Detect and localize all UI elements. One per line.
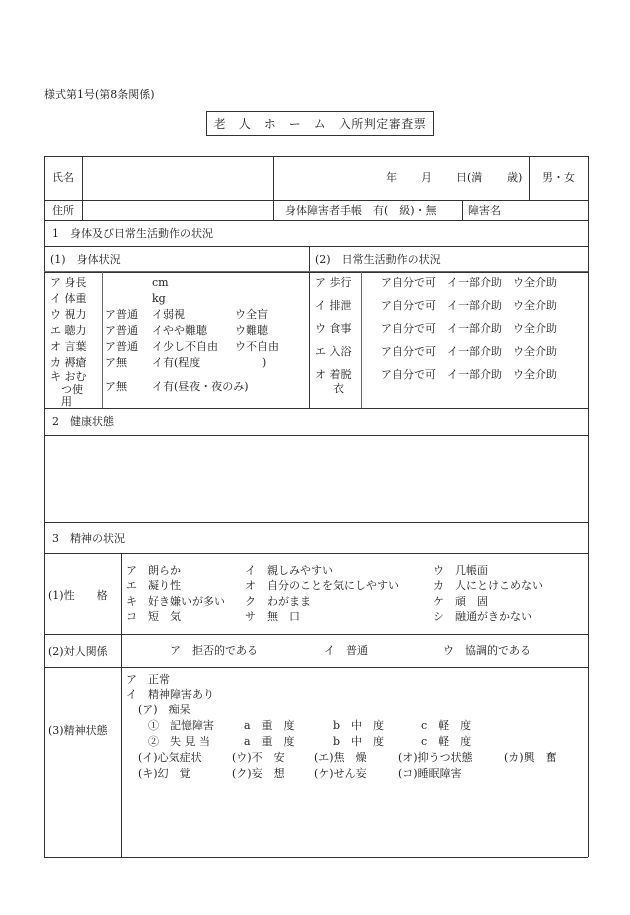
dressing-options[interactable]: ア自分で可 イ一部介助 ウ全介助 xyxy=(381,368,557,381)
diaper-label-line2: つ使 xyxy=(61,383,83,396)
disability-handbook[interactable]: 身体障害者手帳 有( 級)・無 xyxy=(285,204,437,217)
relations-option[interactable]: ウ 協調的である xyxy=(443,644,531,657)
personality-option[interactable]: キ 好き嫌いが多い xyxy=(126,595,225,608)
section-2-heading: 2 健康状態 xyxy=(52,415,114,428)
table-bottom-border xyxy=(44,857,588,858)
personality-option[interactable]: コ 短 気 xyxy=(126,610,181,623)
inner-line xyxy=(361,272,362,408)
personality-label: (1)性 格 xyxy=(48,589,108,602)
table-left-border xyxy=(44,156,45,857)
row-divider xyxy=(44,667,588,668)
diaper-option-a[interactable]: ア無 xyxy=(105,380,127,393)
row-divider xyxy=(44,408,588,409)
hearing-option-c[interactable]: ウ難聴 xyxy=(235,324,268,337)
row-divider xyxy=(44,272,588,273)
walking-options[interactable]: ア自分で可 イ一部介助 ウ全介助 xyxy=(381,276,557,289)
personality-option[interactable]: ケ 頑 固 xyxy=(433,595,488,608)
bedsore-label: カ 褥瘡 xyxy=(50,356,87,369)
hearing-option-b[interactable]: イやや難聴 xyxy=(152,324,207,337)
severity-option[interactable]: b 中 度 xyxy=(333,735,385,748)
personality-option[interactable]: サ 無 口 xyxy=(245,610,300,623)
row-divider xyxy=(44,246,588,247)
severity-option[interactable]: a 重 度 xyxy=(244,735,295,748)
vision-label: ウ 視力 xyxy=(50,308,87,321)
row-divider xyxy=(44,220,588,221)
health-status-field[interactable] xyxy=(46,437,586,521)
symptom-option[interactable]: (カ)興 奮 xyxy=(504,751,557,764)
diaper-label-line1: キ おむ xyxy=(50,370,87,383)
form-title: 老 人 ホ ー ム 入所判定審査票 xyxy=(206,111,434,136)
bathing-label: エ 入浴 xyxy=(315,345,352,358)
diaper-option-b[interactable]: イ有(昼夜・夜のみ) xyxy=(152,380,249,393)
personality-option[interactable]: カ 人にとけこめない xyxy=(433,579,543,592)
age-unit-label: 歳) xyxy=(507,171,523,184)
relations-label: (2)対人関係 xyxy=(48,645,108,658)
dementia-label[interactable]: (ア) 痴呆 xyxy=(138,703,191,716)
height-unit: cm xyxy=(152,276,169,289)
speech-option-b[interactable]: イ少し不自由 xyxy=(152,340,218,353)
severity-option[interactable]: c 軽 度 xyxy=(421,735,472,748)
col-divider xyxy=(121,553,122,857)
dressing-label-line1: オ 着脱 xyxy=(315,368,352,381)
vision-option-b[interactable]: イ弱視 xyxy=(152,308,185,321)
hearing-label: エ 聴力 xyxy=(50,324,87,337)
symptom-option[interactable]: (キ)幻 覚 xyxy=(138,767,191,780)
name-field[interactable] xyxy=(84,158,271,198)
bathing-options[interactable]: ア自分で可 イ一部介助 ウ全介助 xyxy=(381,345,557,358)
weight-unit: kg xyxy=(152,292,166,305)
personality-option[interactable]: イ 親しみやすい xyxy=(245,564,333,577)
relations-option[interactable]: イ 普通 xyxy=(324,644,368,657)
toileting-options[interactable]: ア自分で可 イ一部介助 ウ全介助 xyxy=(381,299,557,312)
table-right-border xyxy=(588,156,589,857)
bedsore-option-b[interactable]: イ有(程度 xyxy=(152,356,201,369)
address-label: 住所 xyxy=(52,204,74,217)
address-field[interactable] xyxy=(84,201,271,219)
personality-option[interactable]: ウ 几帳面 xyxy=(433,564,488,577)
personality-option[interactable]: エ 凝り性 xyxy=(126,579,181,592)
vision-option-c[interactable]: ウ全盲 xyxy=(235,308,268,321)
height-label: ア 身長 xyxy=(50,276,87,289)
memory-disorder-label: ① 記憶障害 xyxy=(148,719,214,732)
sex-choice[interactable]: 男・女 xyxy=(542,171,575,184)
relations-option[interactable]: ア 拒否的である xyxy=(170,644,258,657)
mental-option-normal[interactable]: ア 正常 xyxy=(126,673,170,686)
eating-options[interactable]: ア自分で可 イ一部介助 ウ全介助 xyxy=(381,322,557,335)
speech-option-a[interactable]: ア普通 xyxy=(105,340,138,353)
speech-label: オ 言葉 xyxy=(50,340,87,353)
personality-option[interactable]: オ 自分のことを気にしやすい xyxy=(245,579,399,592)
disorientation-label: ② 失 見 当 xyxy=(148,735,210,748)
row-divider xyxy=(44,435,588,436)
severity-option[interactable]: c 軽 度 xyxy=(421,719,472,732)
hearing-option-a[interactable]: ア普通 xyxy=(105,324,138,337)
table-top-border xyxy=(44,156,588,157)
section-1-heading: 1 身体及び日常生活動作の状況 xyxy=(52,227,213,240)
col-divider xyxy=(273,200,274,220)
col-divider xyxy=(462,200,463,220)
name-label: 氏名 xyxy=(52,171,74,184)
speech-option-c[interactable]: ウ不自由 xyxy=(235,340,279,353)
personality-option[interactable]: ア 朗らか xyxy=(126,564,181,577)
disability-name-label: 障害名 xyxy=(468,204,501,217)
symptom-option[interactable]: (オ)抑うつ状態 xyxy=(398,751,473,764)
eating-label: ウ 食事 xyxy=(315,322,352,335)
col-divider xyxy=(82,200,83,220)
walking-label: ア 歩行 xyxy=(315,276,352,289)
inner-line xyxy=(102,272,103,408)
row-divider xyxy=(44,553,588,554)
symptom-option[interactable]: (エ)焦 燥 xyxy=(314,751,367,764)
severity-option[interactable]: a 重 度 xyxy=(244,719,295,732)
col-divider xyxy=(82,156,83,200)
birth-month-label: 月 xyxy=(421,171,432,184)
bedsore-close-paren: ) xyxy=(262,356,267,369)
toileting-label: イ 排泄 xyxy=(315,299,352,312)
section-3-heading: 3 精神の状況 xyxy=(52,532,125,545)
adl-heading: (2) 日常生活動作の状況 xyxy=(315,253,441,266)
col-divider xyxy=(273,156,274,200)
birth-day-label: 日(満 xyxy=(456,171,483,184)
symptom-option[interactable]: (コ)睡眠障害 xyxy=(398,767,462,780)
bedsore-option-a[interactable]: ア無 xyxy=(105,356,127,369)
row-divider xyxy=(44,634,588,635)
form-number: 様式第1号(第8条関係) xyxy=(44,88,155,101)
symptom-option[interactable]: (イ)心気症状 xyxy=(138,751,202,764)
dressing-label-line2: 衣 xyxy=(333,382,344,395)
birth-year-label: 年 xyxy=(386,171,397,184)
row-divider xyxy=(44,522,588,523)
personality-option[interactable]: ク わがまま xyxy=(245,595,311,608)
symptom-option[interactable]: (ケ)せん妄 xyxy=(314,767,367,780)
mental-option-disorder[interactable]: イ 精神障害あり xyxy=(126,688,214,701)
personality-option[interactable]: シ 融通がきかない xyxy=(433,610,532,623)
diaper-label-line3: 用 xyxy=(61,395,72,408)
col-divider xyxy=(529,156,530,200)
symptom-option[interactable]: (ウ)不 安 xyxy=(232,751,285,764)
physical-status-heading: (1) 身体状況 xyxy=(50,253,121,266)
inner-line xyxy=(44,271,588,272)
mental-state-label: (3)精神状態 xyxy=(48,724,108,737)
vision-option-a[interactable]: ア普通 xyxy=(105,308,138,321)
weight-label: イ 体重 xyxy=(50,292,87,305)
symptom-option[interactable]: (ク)妄 想 xyxy=(232,767,285,780)
severity-option[interactable]: b 中 度 xyxy=(333,719,385,732)
